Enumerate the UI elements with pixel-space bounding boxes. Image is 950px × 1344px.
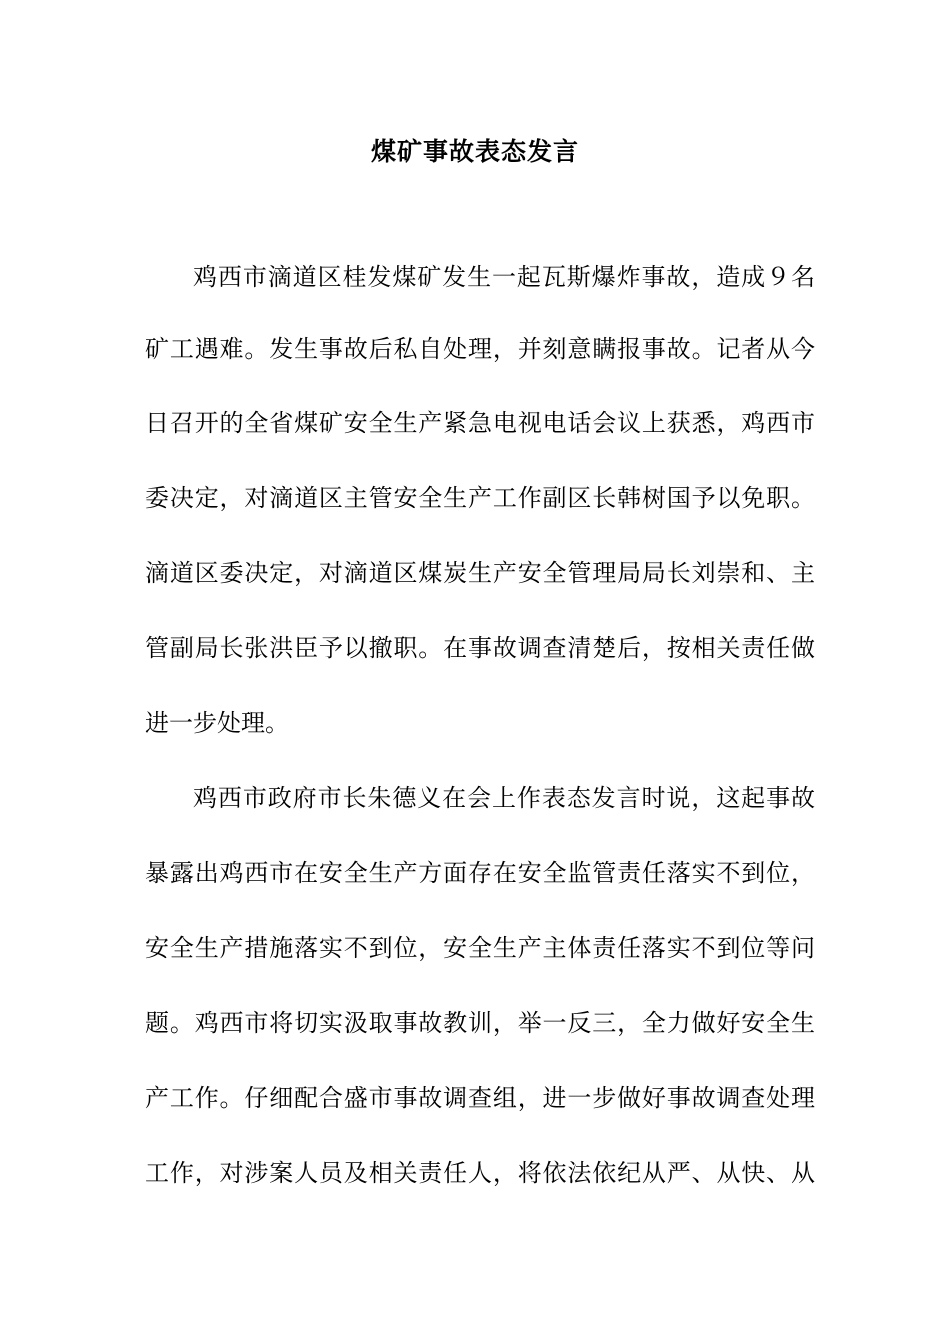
paragraph-1-line-6: 管副局长张洪臣予以撤职。在事故调查清楚后，按相关责任做 xyxy=(145,634,815,662)
paragraph-2-line-2: 暴露出鸡西市在安全生产方面存在安全监管责任落实不到位， xyxy=(145,859,815,887)
paragraph-2-line-4: 题。鸡西市将切实汲取事故教训，举一反三，全力做好安全生 xyxy=(145,1009,815,1037)
paragraph-2-line-6: 工作，对涉案人员及相关责任人，将依法依纪从严、从快、从 xyxy=(145,1159,815,1187)
paragraph-2-line-1: 鸡西市政府市长朱德义在会上作表态发言时说，这起事故 xyxy=(193,784,815,812)
paragraph-2-line-3: 安全生产措施落实不到位，安全生产主体责任落实不到位等问 xyxy=(145,934,815,962)
paragraph-1-line-7: 进一步处理。 xyxy=(145,709,289,737)
paragraph-2-line-5: 产工作。仔细配合盛市事故调查组，进一步做好事故调查处理 xyxy=(145,1084,815,1112)
document-title: 煤矿事故表态发言 xyxy=(370,137,579,166)
paragraph-1-line-1: 鸡西市滴道区桂发煤矿发生一起瓦斯爆炸事故，造成９名 xyxy=(193,263,815,291)
paragraph-1-line-5: 滴道区委决定，对滴道区煤炭生产安全管理局局长刘崇和、主 xyxy=(145,559,815,587)
paragraph-1-line-2: 矿工遇难。发生事故后私自处理，并刻意瞒报事故。记者从今 xyxy=(145,335,815,363)
paragraph-1-line-4: 委决定，对滴道区主管安全生产工作副区长韩树国予以免职。 xyxy=(145,484,815,512)
paragraph-1-line-3: 日召开的全省煤矿安全生产紧急电视电话会议上获悉，鸡西市 xyxy=(145,409,815,437)
